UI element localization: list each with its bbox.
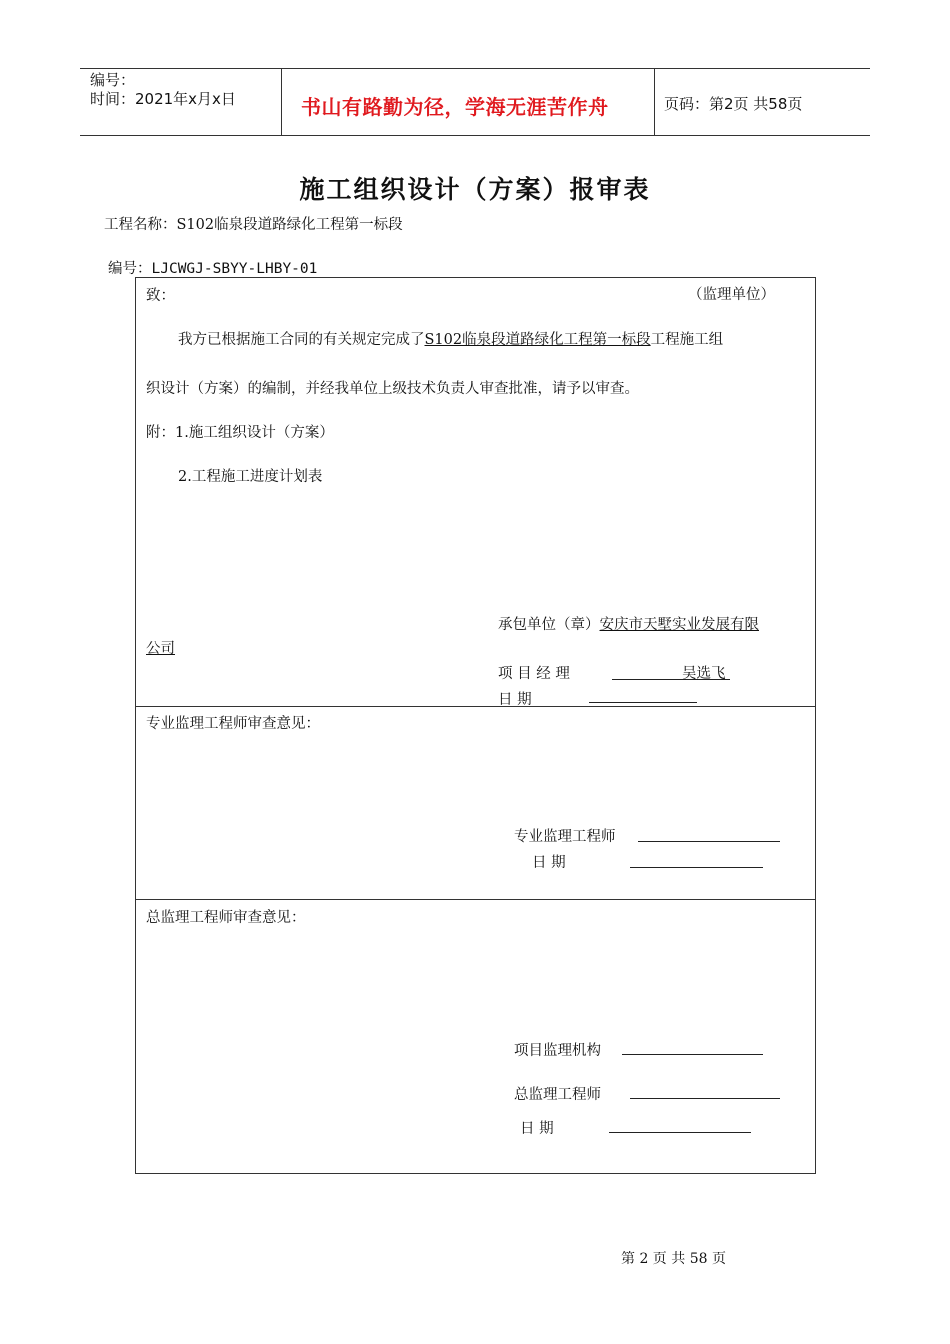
specialist-date-line xyxy=(630,852,763,868)
attachment-1: 附：1.施工组织设计（方案） xyxy=(146,425,334,441)
supervision-org-line xyxy=(622,1040,763,1055)
supervision-org-label: 项目监理机构 xyxy=(514,1043,601,1059)
chief-date-label: 日 期 xyxy=(520,1121,554,1137)
header-top-rule xyxy=(80,68,870,69)
contractor-name-cont: 公司 xyxy=(146,641,175,657)
project-name: 工程名称：S102临泉段道路绿化工程第一标段 xyxy=(104,217,403,233)
body-prefix: 我方已根据施工合同的有关规定完成了 xyxy=(178,332,425,348)
serial-label: 编号： xyxy=(90,71,136,89)
contractor-line xyxy=(498,613,759,634)
date-label: 日 期 xyxy=(498,692,532,708)
supervision-unit: （监理单位） xyxy=(688,287,775,303)
body-line-1 xyxy=(178,328,723,349)
header-page-info: 页码：第2页 共58页 xyxy=(664,95,803,113)
motto: 书山有路勤为径，学海无涯苦作舟 xyxy=(301,95,609,119)
chief-engineer-label: 总监理工程师 xyxy=(514,1087,601,1103)
pm-label: 项 目 经 理 xyxy=(498,666,570,682)
to-label: 致： xyxy=(146,288,175,304)
header-divider xyxy=(281,68,282,135)
chief-signature-line xyxy=(630,1084,780,1099)
pm-name: 吴选飞 xyxy=(682,666,726,682)
page-title: 施工组织设计（方案）报审表 xyxy=(299,175,651,204)
body-line-2: 织设计（方案）的编制，并经我单位上级技术负责人审查批准，请予以审查。 xyxy=(146,381,639,397)
header-bottom-rule xyxy=(80,135,870,136)
specialist-engineer-label: 专业监理工程师 xyxy=(514,829,616,845)
specialist-date-label: 日 期 xyxy=(532,855,566,871)
row-divider xyxy=(135,899,815,900)
specialist-opinion-label: 专业监理工程师审查意见： xyxy=(146,716,320,732)
contractor-name: 安庆市天墅实业发展有限 xyxy=(599,617,759,633)
attachment-2: 2.工程施工进度计划表 xyxy=(178,469,323,485)
document-serial: 编号：LJCWGJ-SBYY-LHBY-01 xyxy=(108,261,318,277)
footer-page-number: 第 2 页 共 58 页 xyxy=(621,1251,726,1267)
date-line xyxy=(589,689,697,703)
chief-date-line xyxy=(609,1118,751,1133)
row-divider xyxy=(135,706,815,707)
contractor-label: 承包单位（章） xyxy=(498,617,600,633)
header-divider xyxy=(654,68,655,135)
body-suffix: 工程施工组 xyxy=(650,332,724,348)
specialist-signature-line xyxy=(638,826,780,842)
time-label: 时间：2021年x月x日 xyxy=(90,90,236,108)
body-project: S102临泉段道路绿化工程第一标段 xyxy=(424,332,651,348)
chief-opinion-label: 总监理工程师审查意见： xyxy=(146,910,306,926)
